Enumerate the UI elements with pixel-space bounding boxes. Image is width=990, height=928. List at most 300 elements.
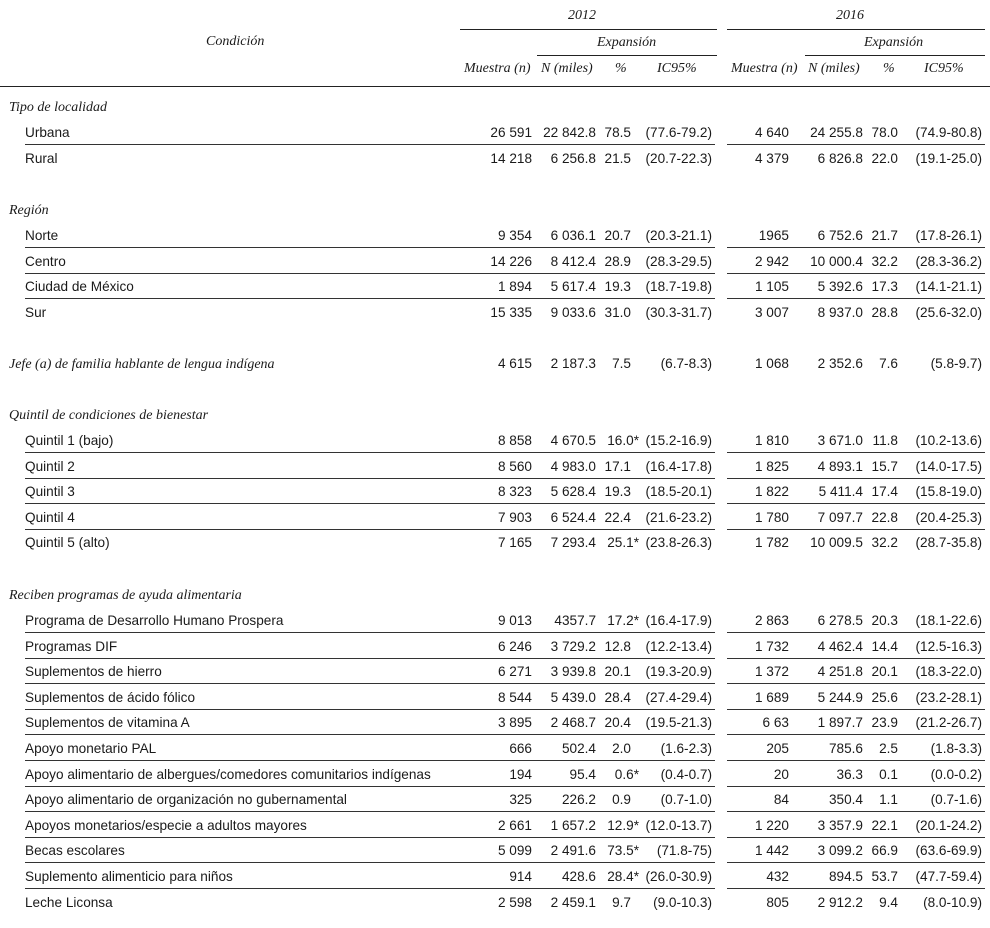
row-separator — [727, 709, 985, 710]
cell-n12: 7 293.4 — [550, 535, 596, 551]
row-label: Ciudad de México — [25, 279, 134, 295]
cell-m16: 20 — [773, 766, 789, 782]
row-label: Becas escolares — [25, 843, 125, 859]
row-separator — [727, 298, 985, 299]
cell-p16: 21.7 — [871, 228, 898, 243]
cell-m16: 805 — [766, 894, 789, 910]
header-rule-expansion-2012 — [537, 55, 717, 56]
cell-n16: 5 411.4 — [818, 484, 863, 500]
cell-ic16: (1.8-3.3) — [930, 741, 982, 756]
table-row — [0, 891, 990, 915]
cell-ic16: (28.3-36.2) — [915, 253, 982, 269]
cell-p12: 19.3 — [604, 279, 631, 295]
cell-ic16: (17.8-26.1) — [915, 228, 982, 243]
cell-ic16: (23.2-28.1) — [915, 689, 982, 705]
cell-n16: 2 912.2 — [817, 894, 863, 910]
row-label: Apoyo alimentario de organización no gubernamental — [25, 792, 347, 808]
header-year-2016: 2016 — [836, 8, 864, 23]
cell-n16: 10 000.4 — [810, 253, 863, 269]
row-separator — [727, 760, 985, 761]
cell-ic12: (20.3-21.1) — [645, 228, 712, 243]
cell-n12: 2 187.3 — [550, 356, 596, 371]
cell-ic12: (18.5-20.1) — [645, 484, 712, 500]
row-separator — [727, 452, 985, 453]
row-separator — [25, 529, 715, 530]
cell-ic12: (9.0-10.3) — [653, 894, 712, 910]
cell-p16: 53.7 — [871, 869, 898, 884]
row-separator — [25, 683, 715, 684]
cell-p12: 25.1* — [607, 535, 639, 551]
cell-m12: 15 335 — [490, 304, 532, 320]
cell-ic16: (28.7-35.8) — [915, 535, 982, 551]
row-label: Suplementos de hierro — [25, 664, 162, 680]
section-title: Quintil de condiciones de bienestar — [9, 408, 209, 423]
cell-m16: 1 068 — [754, 356, 789, 371]
table-row — [0, 147, 990, 171]
cell-p12: 21.5 — [604, 150, 631, 166]
cell-m16: 4 379 — [754, 150, 789, 166]
row-label: Urbana — [25, 125, 70, 140]
header-n-miles-2016: N (miles) — [808, 61, 860, 76]
cell-ic16: (12.5-16.3) — [915, 638, 982, 654]
cell-m12: 6 246 — [497, 638, 532, 654]
cell-p12: 17.1 — [604, 458, 631, 474]
section-title: Región — [9, 203, 49, 218]
section-title: Tipo de localidad — [9, 100, 107, 115]
cell-n16: 785.6 — [828, 741, 863, 756]
row-separator — [727, 273, 985, 274]
cell-m12: 2 598 — [497, 894, 532, 910]
cell-p16: 22.0 — [871, 150, 898, 166]
row-label: Norte — [25, 228, 59, 243]
cell-ic16: (20.4-25.3) — [915, 509, 982, 525]
cell-n16: 36.3 — [836, 766, 863, 782]
cell-ic12: (30.3-31.7) — [645, 304, 712, 320]
row-separator — [25, 888, 715, 889]
cell-ic12: (20.7-22.3) — [645, 150, 712, 166]
table-row — [0, 352, 990, 376]
cell-p16: 15.7 — [871, 458, 898, 474]
row-label: Sur — [25, 304, 47, 320]
table-row — [0, 506, 990, 530]
cell-n16: 7 097.7 — [817, 509, 863, 525]
row-separator — [727, 837, 985, 838]
row-separator — [25, 734, 715, 735]
cell-n12: 1 657.2 — [550, 817, 596, 833]
cell-m12: 666 — [509, 741, 532, 756]
cell-m16: 205 — [766, 741, 789, 756]
cell-p16: 7.6 — [879, 356, 898, 371]
table-row — [0, 609, 990, 633]
cell-ic16: (21.2-26.7) — [915, 715, 982, 731]
significance-marker: * — [633, 843, 639, 859]
cell-p16: 78.0 — [871, 125, 898, 140]
row-label: Programa de Desarrollo Humano Prospera — [25, 613, 284, 628]
cell-p16: 23.9 — [871, 715, 898, 731]
cell-m12: 9 013 — [497, 613, 532, 628]
cell-n16: 6 826.8 — [817, 150, 863, 166]
cell-n12: 2 491.6 — [550, 843, 596, 859]
row-separator — [727, 862, 985, 863]
header-rule-expansion-2016 — [805, 55, 985, 56]
cell-m16: 2 863 — [754, 613, 789, 628]
cell-ic16: (0.7-1.6) — [930, 792, 982, 808]
cell-ic12: (77.6-79.2) — [645, 125, 712, 140]
row-label: Quintil 5 (alto) — [25, 535, 110, 551]
header-muestra-2012: Muestra (n) — [464, 61, 531, 76]
cell-m12: 14 226 — [490, 253, 532, 269]
row-label: Apoyos monetarios/especie a adultos mayores — [25, 817, 307, 833]
header-rule-2012 — [460, 29, 717, 30]
header-year-2012: 2012 — [568, 8, 596, 23]
table-row — [0, 429, 990, 453]
cell-ic12: (27.4-29.4) — [645, 689, 712, 705]
row-separator — [25, 273, 715, 274]
cell-m16: 3 007 — [754, 304, 789, 320]
cell-ic12: (0.4-0.7) — [660, 766, 712, 782]
table-row — [0, 711, 990, 735]
row-separator — [25, 862, 715, 863]
cell-ic12: (15.2-16.9) — [645, 433, 712, 448]
cell-n16: 3 671.0 — [817, 433, 863, 448]
cell-n16: 3 357.9 — [817, 817, 863, 833]
row-separator — [25, 632, 715, 633]
cell-p12: 0.9 — [612, 792, 631, 808]
cell-p12: 19.3 — [604, 484, 631, 500]
cell-m16: 1 105 — [754, 279, 789, 295]
row-separator — [727, 529, 985, 530]
cell-p16: 28.8 — [871, 304, 898, 320]
table-row — [0, 455, 990, 479]
cell-m12: 6 271 — [497, 664, 532, 680]
cell-ic16: (14.0-17.5) — [915, 458, 982, 474]
cell-ic16: (19.1-25.0) — [915, 150, 982, 166]
cell-p16: 11.8 — [872, 433, 898, 448]
cell-m12: 8 560 — [497, 458, 532, 474]
cell-m16: 1 372 — [754, 664, 789, 680]
cell-p12: 16.0* — [607, 433, 639, 448]
row-separator — [25, 760, 715, 761]
cell-p16: 17.4 — [871, 484, 898, 500]
cell-m16: 1 782 — [754, 535, 789, 551]
cell-m16: 2 942 — [754, 253, 789, 269]
cell-m16: 1 825 — [754, 458, 789, 474]
significance-marker: * — [633, 766, 639, 782]
row-separator — [727, 811, 985, 812]
cell-n12: 5 628.4 — [550, 484, 596, 500]
significance-marker: * — [633, 535, 639, 551]
row-label: Quintil 1 (bajo) — [25, 433, 114, 448]
cell-m16: 1 810 — [754, 433, 789, 448]
cell-p12: 73.5* — [607, 843, 639, 859]
cell-n16: 4 251.8 — [817, 664, 863, 680]
cell-ic12: (19.3-20.9) — [645, 664, 712, 680]
cell-ic16: (10.2-13.6) — [915, 433, 982, 448]
cell-n16: 24 255.8 — [810, 125, 863, 140]
row-separator — [25, 247, 715, 248]
cell-n12: 226.2 — [561, 792, 596, 808]
cell-n12: 9 033.6 — [550, 304, 596, 320]
cell-ic16: (0.0-0.2) — [930, 766, 982, 782]
cell-n12: 3 939.8 — [550, 664, 596, 680]
row-label: Quintil 2 — [25, 458, 75, 474]
cell-ic12: (23.8-26.3) — [645, 535, 712, 551]
row-separator — [727, 503, 985, 504]
significance-marker: * — [633, 433, 639, 448]
table-row — [0, 660, 990, 684]
row-label: Centro — [25, 253, 66, 269]
cell-p12: 28.9 — [604, 253, 631, 269]
significance-marker: * — [633, 869, 639, 884]
cell-n12: 5 617.4 — [550, 279, 596, 295]
cell-m16: 6 63 — [762, 715, 789, 731]
cell-ic12: (28.3-29.5) — [645, 253, 712, 269]
row-separator — [25, 811, 715, 812]
table-row — [0, 788, 990, 812]
section-title: Jefe (a) de familia hablante de lengua indígena — [9, 357, 275, 372]
table-row — [0, 250, 990, 274]
cell-p16: 20.3 — [871, 613, 898, 628]
cell-ic16: (25.6-32.0) — [915, 304, 982, 320]
cell-m12: 914 — [509, 869, 532, 884]
cell-m16: 1 220 — [754, 817, 789, 833]
cell-m12: 5 099 — [497, 843, 532, 859]
cell-ic16: (47.7-59.4) — [915, 869, 982, 884]
cell-m16: 1 780 — [754, 509, 789, 525]
cell-ic12: (12.2-13.4) — [645, 638, 712, 654]
cell-n16: 10 009.5 — [810, 535, 863, 551]
cell-p12: 12.9* — [607, 817, 639, 833]
section-title: Reciben programas de ayuda alimentaria — [9, 588, 242, 603]
cell-ic16: (15.8-19.0) — [915, 484, 982, 500]
table-row — [0, 531, 990, 555]
cell-ic12: (1.6-2.3) — [660, 741, 712, 756]
cell-p12: 0.6* — [614, 766, 639, 782]
cell-n16: 4 462.4 — [817, 638, 863, 654]
table-row — [0, 686, 990, 710]
cell-p16: 17.3 — [871, 279, 898, 295]
cell-p12: 12.8 — [604, 638, 631, 654]
cell-p12: 9.7 — [612, 894, 631, 910]
cell-ic16: (74.9-80.8) — [915, 125, 982, 140]
cell-ic12: (71.8-75) — [656, 843, 712, 859]
cell-n12: 2 459.1 — [550, 894, 596, 910]
cell-m12: 9 354 — [497, 228, 532, 243]
cell-ic12: (26.0-30.9) — [645, 869, 712, 884]
cell-p12: 17.2* — [607, 613, 639, 628]
cell-m12: 194 — [509, 766, 532, 782]
cell-n16: 4 893.1 — [817, 458, 863, 474]
cell-n12: 6 036.1 — [550, 228, 596, 243]
cell-m12: 8 323 — [497, 484, 532, 500]
cell-p16: 32.2 — [871, 535, 898, 551]
cell-m16: 1 732 — [754, 638, 789, 654]
cell-ic16: (8.0-10.9) — [923, 894, 982, 910]
cell-n12: 4357.7 — [554, 613, 596, 628]
header-expansion-2016: Expansión — [864, 35, 924, 50]
cell-m12: 8 544 — [497, 689, 532, 705]
header-ic95-2012: IC95% — [657, 61, 697, 76]
cell-n16: 894.5 — [828, 869, 863, 884]
cell-p16: 20.1 — [871, 664, 898, 680]
row-label: Suplementos de ácido fólico — [25, 689, 196, 705]
cell-p12: 20.7 — [604, 228, 631, 243]
cell-m16: 4 640 — [754, 125, 789, 140]
cell-m12: 7 903 — [497, 509, 532, 525]
header-pct-2012: % — [615, 61, 627, 76]
table-row — [0, 865, 990, 889]
cell-p12: 22.4 — [604, 509, 631, 525]
cell-ic16: (20.1-24.2) — [915, 817, 982, 833]
cell-m16: 84 — [773, 792, 789, 808]
cell-p16: 66.9 — [871, 843, 898, 859]
row-separator — [25, 786, 715, 787]
row-separator — [727, 632, 985, 633]
cell-n12: 502.4 — [561, 741, 596, 756]
cell-m12: 2 661 — [497, 817, 532, 833]
row-label: Apoyo alimentario de albergues/comedores comunitarios indígenas — [25, 766, 431, 782]
significance-marker: * — [633, 817, 639, 833]
cell-n12: 4 983.0 — [550, 458, 596, 474]
table-row — [0, 480, 990, 504]
row-label: Rural — [25, 150, 58, 166]
cell-n12: 8 412.4 — [550, 253, 596, 269]
row-separator — [25, 452, 715, 453]
cell-m16: 1965 — [758, 228, 789, 243]
row-separator — [25, 658, 715, 659]
cell-ic16: (5.8-9.7) — [930, 356, 982, 371]
cell-ic12: (19.5-21.3) — [645, 715, 712, 731]
cell-m12: 3 895 — [497, 715, 532, 731]
row-separator — [727, 247, 985, 248]
table-row — [0, 224, 990, 248]
cell-p16: 9.4 — [879, 894, 898, 910]
table-row — [0, 839, 990, 863]
cell-p16: 25.6 — [871, 689, 898, 705]
header-pct-2016: % — [883, 61, 895, 76]
cell-p12: 7.5 — [612, 356, 631, 371]
cell-m12: 325 — [509, 792, 532, 808]
cell-ic16: (63.6-69.9) — [915, 843, 982, 859]
cell-n12: 6 256.8 — [550, 150, 596, 166]
row-separator — [727, 734, 985, 735]
table-row — [0, 635, 990, 659]
cell-ic16: (18.3-22.0) — [915, 664, 982, 680]
table-row — [0, 275, 990, 299]
cell-p16: 14.4 — [871, 638, 898, 654]
cell-m12: 7 165 — [497, 535, 532, 551]
cell-ic12: (21.6-23.2) — [645, 509, 712, 525]
cell-p16: 2.5 — [879, 741, 898, 756]
cell-ic12: (18.7-19.8) — [645, 279, 712, 295]
cell-n16: 1 897.7 — [817, 715, 863, 731]
cell-p16: 22.1 — [871, 817, 898, 833]
row-label: Suplementos de vitamina A — [25, 715, 190, 731]
row-label: Leche Liconsa — [25, 894, 113, 910]
cell-ic12: (0.7-1.0) — [660, 792, 712, 808]
cell-ic12: (12.0-13.7) — [645, 817, 712, 833]
row-separator — [25, 478, 715, 479]
cell-p12: 31.0 — [604, 304, 631, 320]
cell-m16: 432 — [766, 869, 789, 884]
cell-n16: 6 278.5 — [817, 613, 863, 628]
table-row — [0, 301, 990, 325]
cell-p12: 28.4 — [604, 689, 631, 705]
header-condicion: Condición — [206, 34, 265, 49]
header-rule-2016 — [727, 29, 985, 30]
cell-p12: 2.0 — [612, 741, 631, 756]
cell-n12: 6 524.4 — [550, 509, 596, 525]
cell-p16: 0.1 — [879, 766, 898, 782]
cell-n16: 350.4 — [828, 792, 863, 808]
row-label: Quintil 4 — [25, 509, 75, 525]
cell-p16: 22.8 — [871, 509, 898, 525]
cell-n16: 3 099.2 — [817, 843, 863, 859]
cell-n12: 2 468.7 — [550, 715, 596, 731]
row-label: Apoyo monetario PAL — [25, 741, 157, 756]
cell-ic16: (18.1-22.6) — [915, 613, 982, 628]
table-row — [0, 737, 990, 761]
cell-m16: 1 689 — [754, 689, 789, 705]
cell-p12: 20.1 — [604, 664, 631, 680]
row-separator — [25, 709, 715, 710]
row-separator — [727, 478, 985, 479]
cell-m12: 4 615 — [497, 356, 532, 371]
cell-n16: 8 937.0 — [817, 304, 863, 320]
cell-n16: 5 244.9 — [817, 689, 863, 705]
cell-m12: 1 894 — [497, 279, 532, 295]
cell-m16: 1 442 — [754, 843, 789, 859]
cell-n12: 5 439.0 — [550, 689, 596, 705]
cell-p16: 32.2 — [871, 253, 898, 269]
table-row — [0, 121, 990, 145]
cell-n16: 6 752.6 — [817, 228, 863, 243]
row-separator — [727, 144, 985, 145]
row-separator — [727, 683, 985, 684]
row-separator — [25, 144, 715, 145]
header-muestra-2016: Muestra (n) — [731, 61, 798, 76]
cell-n12: 4 670.5 — [550, 433, 596, 448]
row-separator — [727, 888, 985, 889]
row-label: Programas DIF — [25, 638, 118, 654]
table-row — [0, 814, 990, 838]
cell-ic12: (6.7-8.3) — [660, 356, 712, 371]
header-bottom-rule — [0, 86, 990, 87]
cell-n12: 95.4 — [569, 766, 596, 782]
row-label: Suplemento alimenticio para niños — [25, 869, 233, 884]
row-separator — [25, 298, 715, 299]
cell-ic12: (16.4-17.9) — [645, 613, 712, 628]
table-row — [0, 763, 990, 787]
cell-n12: 22 842.8 — [543, 125, 596, 140]
significance-marker: * — [633, 613, 639, 628]
row-separator — [25, 503, 715, 504]
cell-p16: 1.1 — [879, 792, 898, 808]
cell-ic16: (14.1-21.1) — [915, 279, 982, 295]
row-separator — [727, 786, 985, 787]
cell-p12: 78.5 — [604, 125, 631, 140]
cell-m16: 1 822 — [754, 484, 789, 500]
cell-n16: 5 392.6 — [817, 279, 863, 295]
header-expansion-2012: Expansión — [597, 35, 657, 50]
cell-n16: 2 352.6 — [817, 356, 863, 371]
cell-m12: 26 591 — [490, 125, 532, 140]
cell-p12: 28.4* — [607, 869, 639, 884]
cell-m12: 8 858 — [497, 433, 532, 448]
cell-m12: 14 218 — [490, 150, 532, 166]
cell-ic12: (16.4-17.8) — [645, 458, 712, 474]
row-separator — [727, 658, 985, 659]
